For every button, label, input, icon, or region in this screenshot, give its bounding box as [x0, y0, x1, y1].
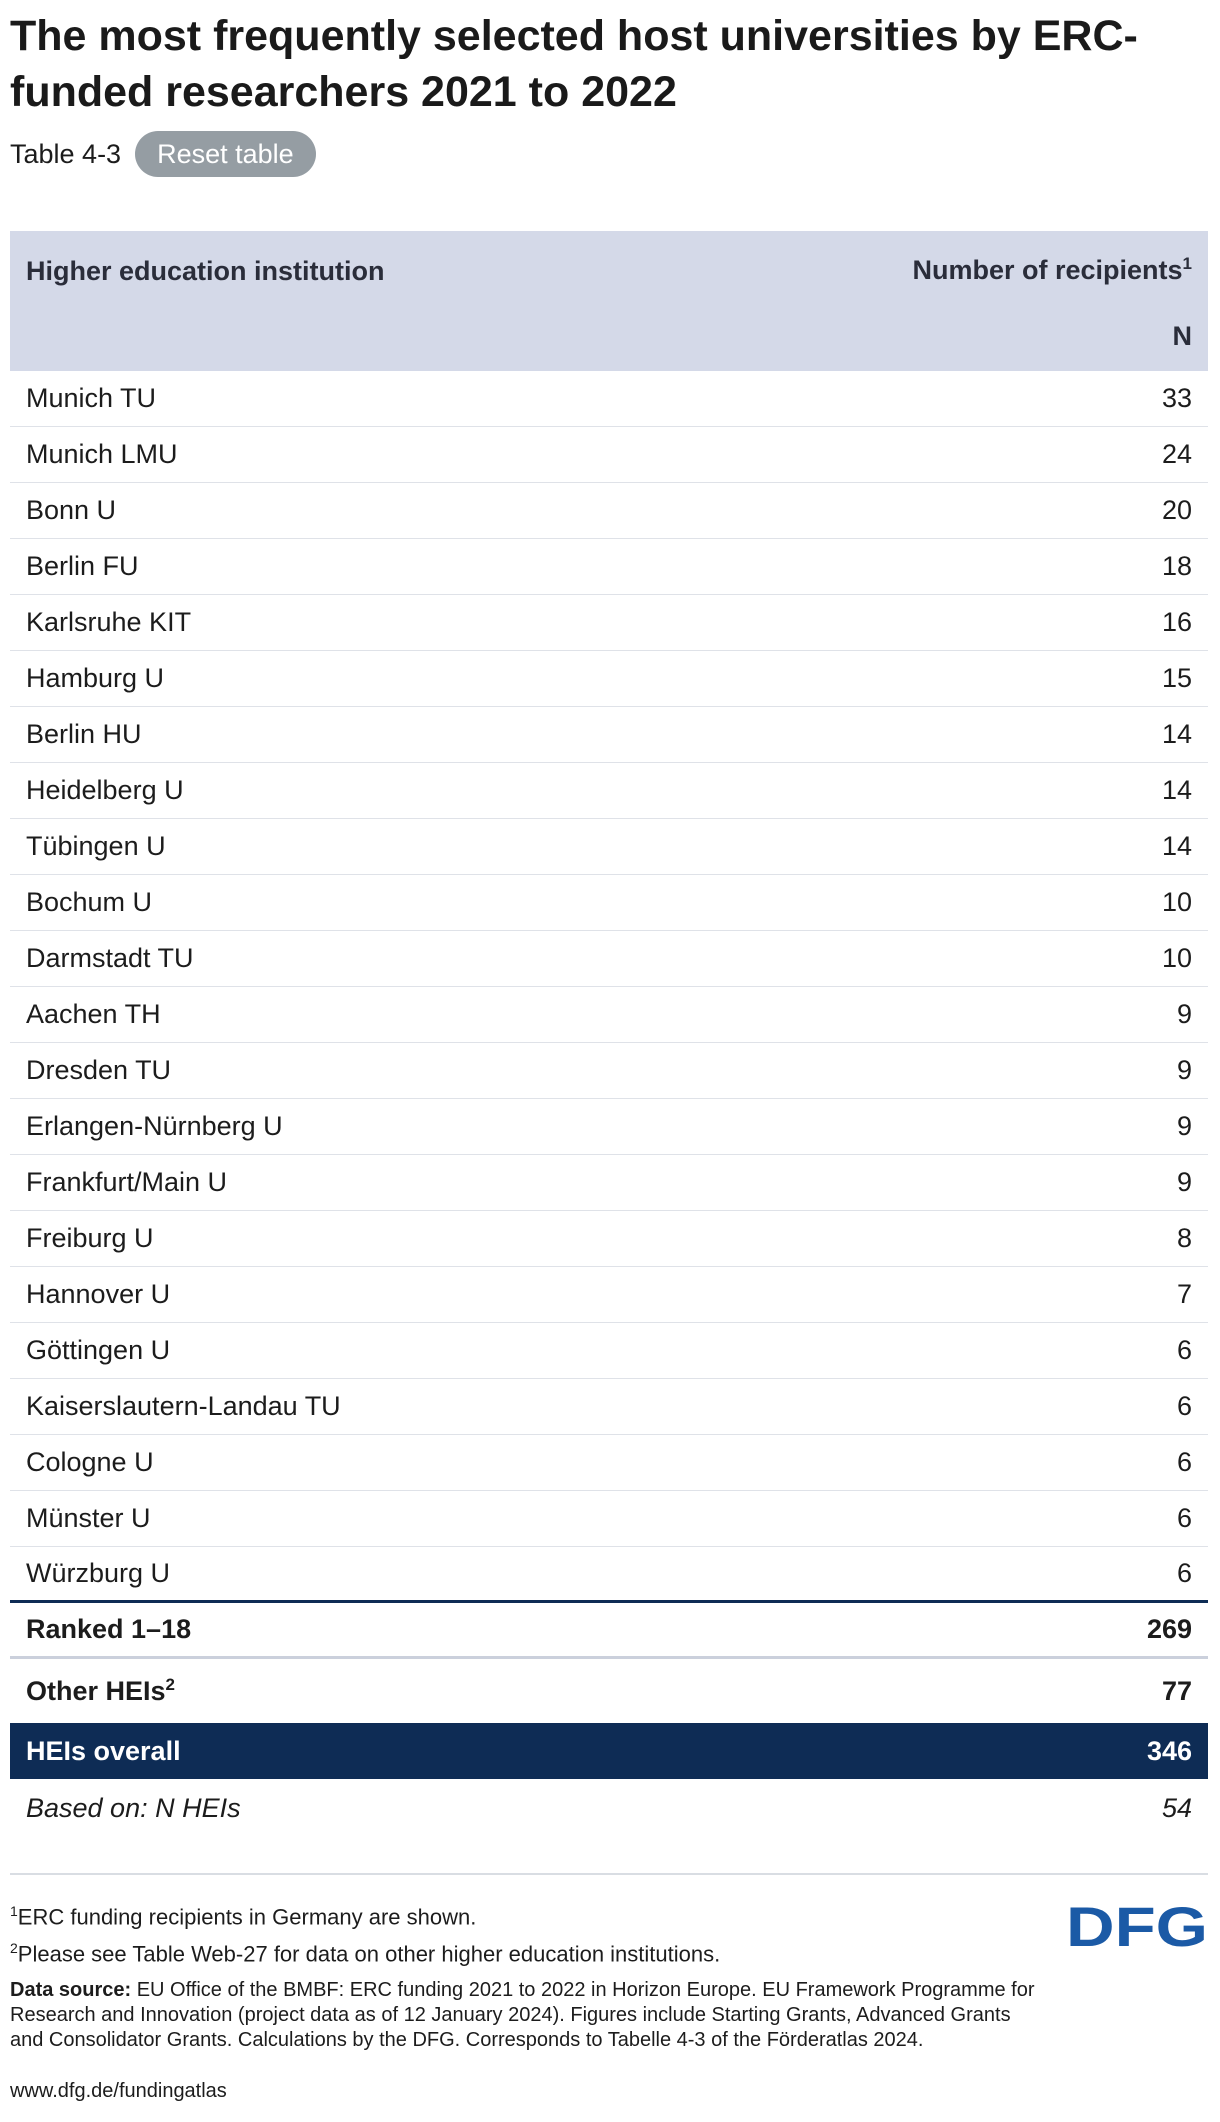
other-heis-row — [10, 1659, 1208, 1723]
footnote-2-text: Please see Table Web-27 for data on other higher education institutions. — [17, 1941, 721, 1967]
recipient-count: 14 — [1161, 775, 1192, 805]
table-row — [10, 875, 1208, 931]
recipient-count: 6 — [1176, 1391, 1192, 1421]
recipient-count: 10 — [1161, 887, 1192, 917]
institution-name: Hannover U — [26, 1279, 171, 1309]
table-row — [10, 651, 1208, 707]
based-on-row — [10, 1779, 1208, 1837]
recipient-count: 16 — [1161, 607, 1192, 637]
recipient-count: 10 — [1161, 943, 1192, 973]
institution-name: Münster U — [26, 1503, 151, 1533]
institution-name: Bonn U — [26, 495, 117, 525]
page-title: The most frequently selected host universities by ERC-funded researchers 2021 to 2022 — [10, 12, 1138, 116]
ranked-total-row — [10, 1603, 1208, 1659]
institution-name: Göttingen U — [26, 1335, 171, 1365]
recipient-count: 6 — [1176, 1503, 1192, 1533]
table-row — [10, 707, 1208, 763]
footnote-1-text: ERC funding recipients in Germany are shown. — [17, 1904, 477, 1930]
column-header-institution[interactable]: Higher education institution — [26, 256, 385, 286]
recipient-count: 9 — [1176, 1055, 1192, 1085]
recipient-count: 6 — [1176, 1335, 1192, 1365]
institution-name: Munich TU — [26, 383, 157, 413]
funding-atlas-link[interactable]: www.dfg.de/fundingatlas — [10, 2080, 227, 2102]
table-row — [10, 1155, 1208, 1211]
table-row — [10, 595, 1208, 651]
recipient-count: 20 — [1161, 495, 1192, 525]
heis-overall-value: 346 — [1146, 1735, 1192, 1766]
institution-name: Frankfurt/Main U — [26, 1167, 228, 1197]
table-row — [10, 819, 1208, 875]
table-label: Table 4-3 — [10, 138, 122, 169]
institution-name: Tübingen U — [26, 831, 166, 861]
ranked-total-label: Ranked 1–18 — [26, 1614, 192, 1644]
institution-name: Aachen TH — [26, 999, 161, 1029]
table-header — [10, 231, 1208, 371]
institution-name: Würzburg U — [26, 1558, 171, 1588]
table-row — [10, 931, 1208, 987]
column-header-recipients[interactable] — [912, 254, 1192, 286]
institution-name: Erlangen-Nürnberg U — [26, 1111, 283, 1141]
institution-name: Hamburg U — [26, 663, 165, 693]
table-row — [10, 1491, 1208, 1547]
heis-overall-row — [10, 1723, 1208, 1779]
institution-name: Karlsruhe KIT — [26, 607, 192, 637]
footnote-2-marker: 2 — [10, 1940, 18, 1956]
institution-name: Kaiserslautern-Landau TU — [26, 1391, 341, 1421]
data-source-label: Data source: — [10, 1979, 132, 2001]
recipient-count: 24 — [1161, 439, 1192, 469]
other-heis-value: 77 — [1161, 1675, 1192, 1706]
recipient-count: 6 — [1176, 1558, 1192, 1588]
other-heis-label-group — [26, 1675, 175, 1707]
footnote-2 — [10, 1940, 720, 1967]
ranked-total-value: 269 — [1146, 1614, 1192, 1644]
institution-name: Bochum U — [26, 887, 153, 917]
recipient-count: 14 — [1161, 719, 1192, 749]
recipient-count: 9 — [1176, 999, 1192, 1029]
other-heis-label: Other HEIs — [26, 1676, 166, 1706]
table-row — [10, 1267, 1208, 1323]
table-row — [10, 1435, 1208, 1491]
table-row — [10, 1379, 1208, 1435]
institution-name: Munich LMU — [26, 439, 178, 469]
institution-name: Cologne U — [26, 1447, 154, 1477]
recipient-count: 14 — [1161, 831, 1192, 861]
recipient-count: 33 — [1161, 383, 1192, 413]
institution-name: Heidelberg U — [26, 775, 184, 805]
recipient-count: 6 — [1176, 1447, 1192, 1477]
data-source-text: EU Office of the BMBF: ERC funding 2021 to 2022 in Horizon Europe. EU Framework Programme for Research and Innovation (project data as of 12 January 2024). Figures include Starting Grants, Advanced Grants and Consolidator Grants. Calculations by the DFG. Corresponds to Tabelle 4-3 of the Förderatlas 2024. — [10, 1979, 1035, 2051]
column-header-recipients-label: Number of recipients — [912, 255, 1183, 285]
dfg-logo-text: DFG — [1066, 1898, 1208, 1950]
table-row — [10, 1099, 1208, 1155]
data-source — [10, 1978, 1040, 2053]
based-on-value: 54 — [1161, 1792, 1192, 1823]
footnote-1 — [10, 1903, 476, 1930]
footnote-1-marker: 1 — [10, 1903, 18, 1919]
heis-overall-label: HEIs overall — [26, 1735, 181, 1766]
recipient-count: 9 — [1176, 1111, 1192, 1141]
data-table — [10, 231, 1208, 1837]
institution-name: Freiburg U — [26, 1223, 154, 1253]
table-row — [10, 539, 1208, 595]
table-row — [10, 1547, 1208, 1603]
table-row — [10, 987, 1208, 1043]
institution-name: Berlin HU — [26, 719, 142, 749]
recipient-count: 8 — [1176, 1223, 1192, 1253]
institution-name: Dresden TU — [26, 1055, 172, 1085]
recipient-count: 18 — [1161, 551, 1192, 581]
column-unit: N — [1172, 321, 1192, 351]
table-body — [10, 371, 1208, 1603]
institution-name: Darmstadt TU — [26, 943, 194, 973]
footer-divider — [10, 1873, 1208, 1875]
recipient-count: 15 — [1161, 663, 1192, 693]
table-row — [10, 763, 1208, 819]
table-row — [10, 1211, 1208, 1267]
table-row — [10, 1323, 1208, 1379]
table-row — [10, 371, 1208, 427]
table-row — [10, 1043, 1208, 1099]
table-toolbar — [10, 130, 316, 178]
table-row — [10, 483, 1208, 539]
recipient-count: 7 — [1176, 1279, 1192, 1309]
table-row — [10, 427, 1208, 483]
dfg-logo — [1065, 1898, 1210, 1950]
based-on-label: Based on: N HEIs — [26, 1792, 241, 1823]
footnote-ref-1: 1 — [1182, 254, 1192, 273]
footnote-ref-2: 2 — [165, 1675, 176, 1694]
reset-table-button[interactable]: Reset table — [135, 131, 316, 177]
institution-name: Berlin FU — [26, 551, 139, 581]
recipient-count: 9 — [1176, 1167, 1192, 1197]
